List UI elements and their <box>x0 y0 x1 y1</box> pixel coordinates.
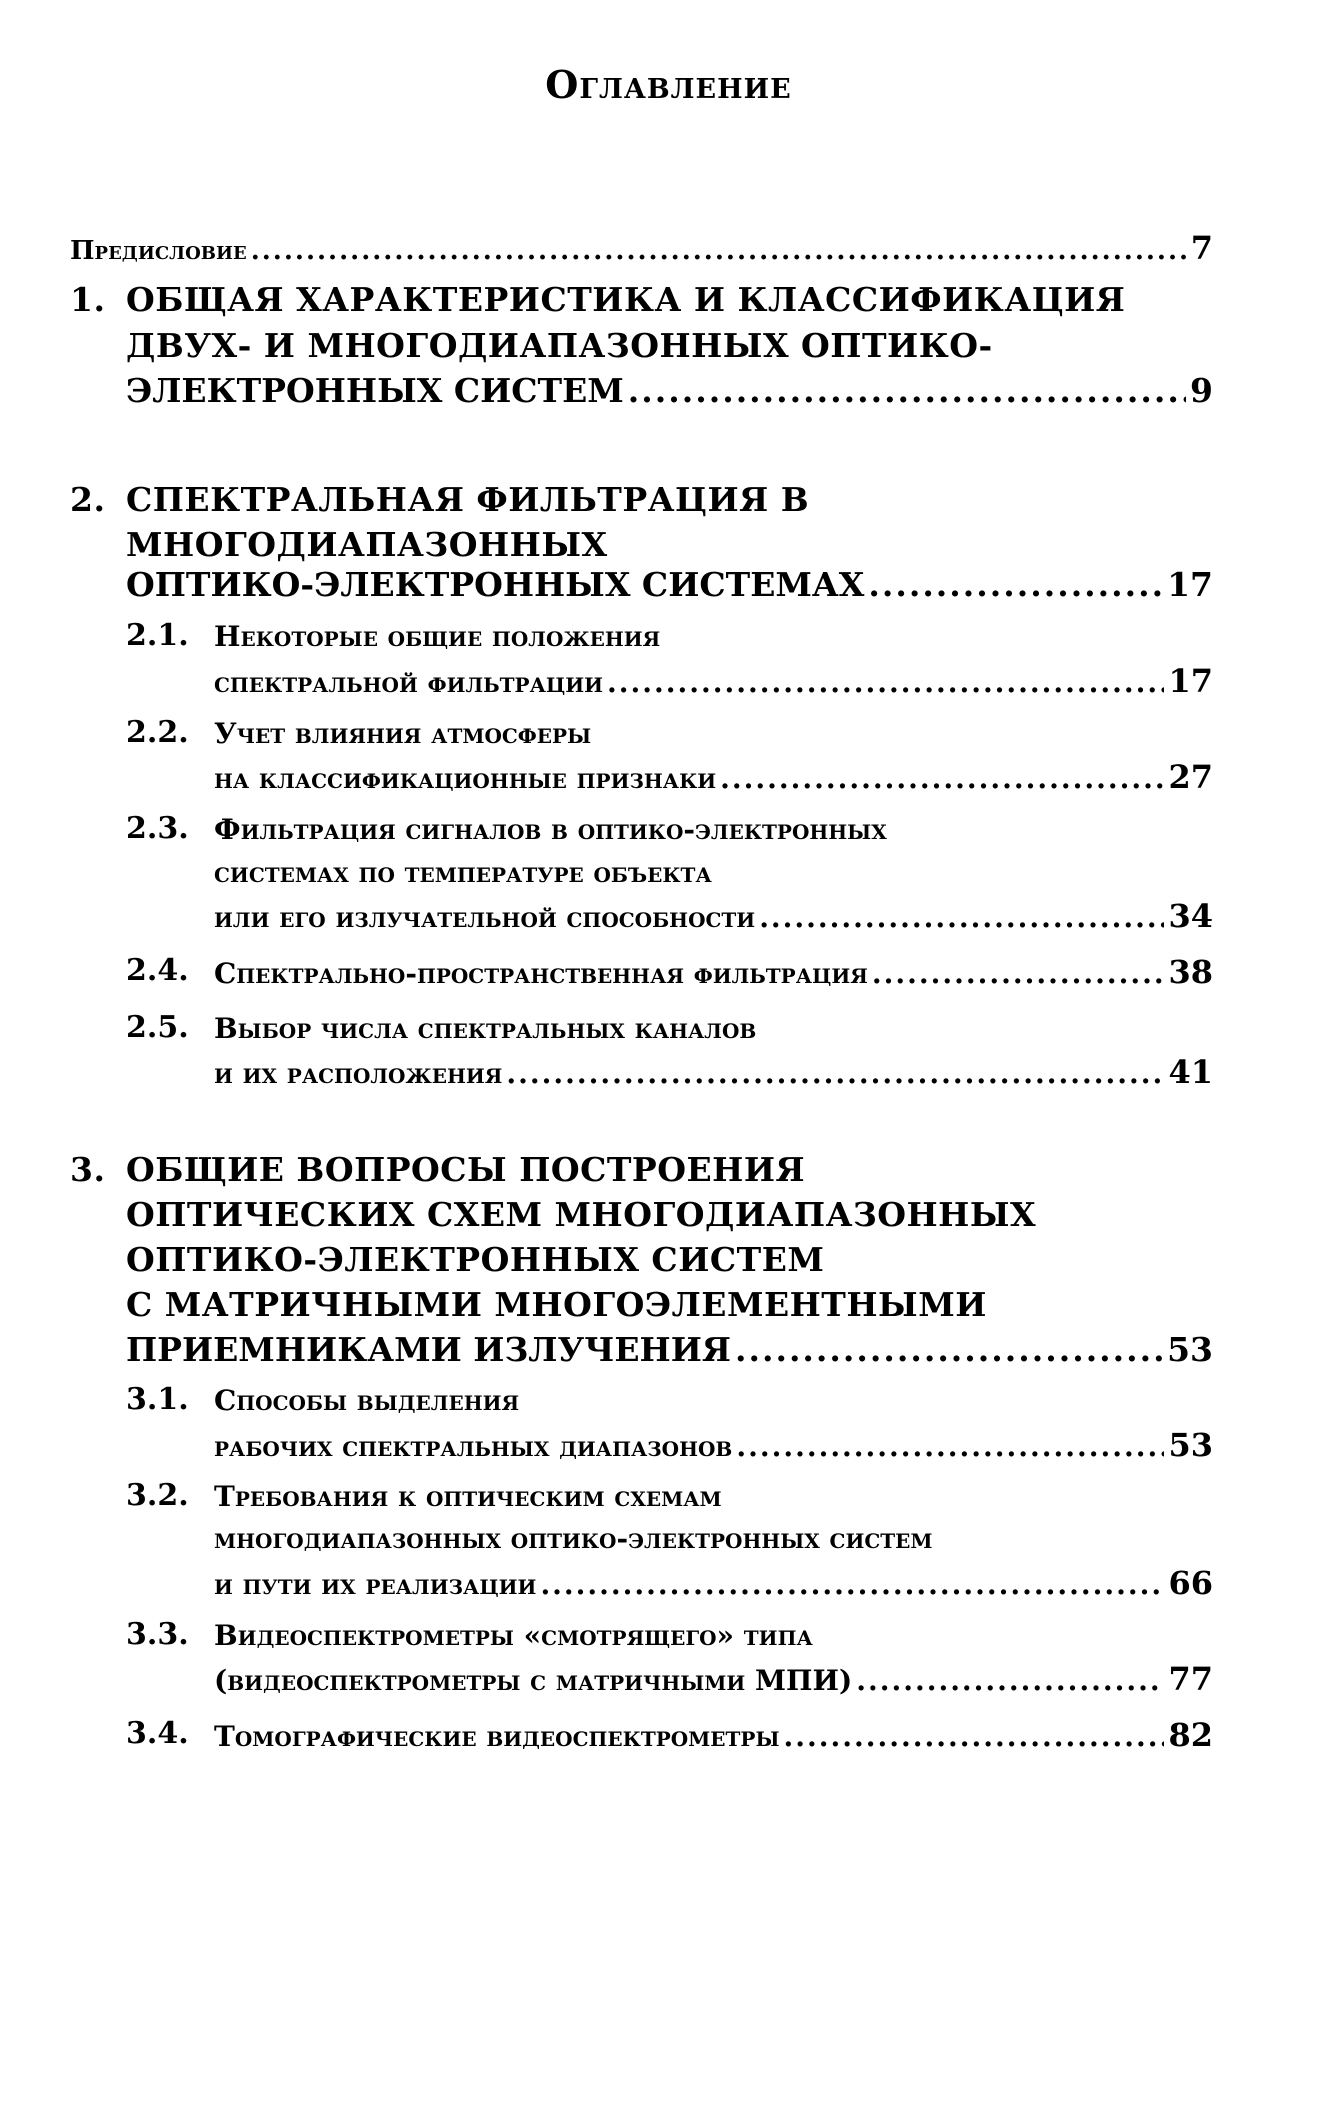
toc-entry-chapter-1 <box>126 371 1213 410</box>
chapter-title-line: С МАТРИЧНЫМИ МНОГОЭЛЕМЕНТНЫМИ <box>126 1285 987 1324</box>
section-number: 3.2. <box>126 1478 189 1513</box>
dot-leader <box>607 666 1164 699</box>
toc-page-number: 9 <box>1190 371 1213 410</box>
section-title-line: спектральной фильтрации <box>214 666 603 699</box>
toc-page-number: 41 <box>1168 1053 1213 1091</box>
toc-page-number: 7 <box>1190 229 1213 267</box>
chapter-title-line: МНОГОДИАПАЗОННЫХ <box>126 525 608 564</box>
dot-leader <box>736 1430 1164 1463</box>
dot-leader <box>856 1664 1164 1697</box>
section-title-line: Томографические видеоспектрометры <box>214 1720 780 1753</box>
section-number: 2.5. <box>126 1010 189 1045</box>
chapter-title-line: ОПТИЧЕСКИХ СХЕМ МНОГОДИАПАЗОННЫХ <box>126 1195 1037 1234</box>
toc-entry-preface <box>70 229 1213 267</box>
toc-page-number: 53 <box>1168 1426 1213 1464</box>
section-title-line: Фильтрация сигналов в оптико-электронных <box>214 813 887 846</box>
section-title-line: (видеоспектрометры с матричными МПИ) <box>214 1664 853 1697</box>
chapter-title-line: ДВУХ- И МНОГОДИАПАЗОННЫХ ОПТИКО- <box>126 326 993 365</box>
dot-leader <box>720 762 1164 795</box>
chapter-title-line: СПЕКТРАЛЬНАЯ ФИЛЬТРАЦИЯ В <box>126 480 810 519</box>
toc-page-number: 38 <box>1168 953 1213 991</box>
toc-page-number: 34 <box>1168 897 1213 935</box>
section-number: 2.1. <box>126 618 189 653</box>
section-title-line: и пути их реализации <box>214 1568 537 1601</box>
dot-leader <box>759 901 1164 934</box>
dot-leader <box>735 1330 1163 1369</box>
chapter-title-line: ОПТИКО-ЭЛЕКТРОННЫХ СИСТЕМ <box>126 1240 825 1279</box>
chapter-title-line: ОБЩИЕ ВОПРОСЫ ПОСТРОЕНИЯ <box>126 1150 806 1189</box>
chapter-number: 2. <box>70 480 106 519</box>
section-title-line: системах по температуре объекта <box>214 856 712 889</box>
toc-page-number: 66 <box>1168 1564 1213 1602</box>
section-title-line: и их расположения <box>214 1057 503 1090</box>
chapter-title-line: ПРИЕМНИКАМИ ИЗЛУЧЕНИЯ <box>126 1330 731 1369</box>
toc-page-number: 77 <box>1168 1660 1213 1698</box>
chapter-title-line: ОБЩАЯ ХАРАКТЕРИСТИКА И КЛАССИФИКАЦИЯ <box>126 280 1126 319</box>
section-number: 3.1. <box>126 1382 189 1417</box>
toc-page-number: 82 <box>1168 1716 1213 1754</box>
section-title-line: Способы выделения <box>214 1384 520 1417</box>
toc-entry-section-3-3 <box>214 1660 1213 1698</box>
toc-entry-section-2-3 <box>214 897 1213 935</box>
page-title: Оглавление <box>545 62 792 107</box>
toc-entry-section-3-2 <box>214 1564 1213 1602</box>
dot-leader <box>506 1057 1164 1090</box>
section-number: 2.3. <box>126 811 189 846</box>
section-title-line: на классификационные признаки <box>214 762 717 795</box>
dot-leader <box>868 565 1163 604</box>
section-title-line: Некоторые общие положения <box>214 620 661 653</box>
toc-page-number: 17 <box>1167 565 1213 604</box>
section-title-line: Выбор числа спектральных каналов <box>214 1012 757 1045</box>
section-number: 2.2. <box>126 715 189 750</box>
toc-page-number: 17 <box>1168 662 1213 700</box>
section-title-line: Видеоспектрометры «смотрящего» типа <box>214 1619 813 1652</box>
dot-leader <box>784 1720 1165 1753</box>
chapter-number: 3. <box>70 1150 106 1189</box>
toc-entry-section-2-4 <box>214 953 1213 991</box>
toc-entry-section-3-4 <box>214 1716 1213 1754</box>
section-title-line: Учет влияния атмосферы <box>214 717 592 750</box>
toc-page-number: 27 <box>1168 758 1213 796</box>
chapter-title-line: ЭЛЕКТРОННЫХ СИСТЕМ <box>126 371 624 410</box>
dot-leader <box>251 236 1187 266</box>
section-title-line: рабочих спектральных диапазонов <box>214 1430 733 1463</box>
section-number: 2.4. <box>126 953 189 988</box>
chapter-number: 1. <box>70 280 106 319</box>
section-number: 3.4. <box>126 1716 189 1751</box>
toc-entry-label: Предисловие <box>70 236 247 266</box>
section-title-line: Спектрально-пространственная фильтрация <box>214 957 868 990</box>
toc-entry-chapter-3 <box>126 1330 1213 1369</box>
toc-entry-chapter-2 <box>126 565 1213 604</box>
section-title-line: Требования к оптическим схемам <box>214 1480 722 1513</box>
toc-entry-section-2-1 <box>214 662 1213 700</box>
toc-entry-section-2-5 <box>214 1053 1213 1091</box>
section-title-line: многодиапазонных оптико-электронных систем <box>214 1522 933 1555</box>
toc-entry-section-3-1 <box>214 1426 1213 1464</box>
dot-leader <box>540 1568 1164 1601</box>
toc-entry-section-2-2 <box>214 758 1213 796</box>
toc-page-number: 53 <box>1167 1330 1213 1369</box>
section-title-line: или его излучательной способности <box>214 901 756 934</box>
dot-leader <box>628 371 1186 410</box>
section-number: 3.3. <box>126 1617 189 1652</box>
dot-leader <box>872 957 1165 990</box>
chapter-title-line: ОПТИКО-ЭЛЕКТРОННЫХ СИСТЕМАХ <box>126 565 865 604</box>
